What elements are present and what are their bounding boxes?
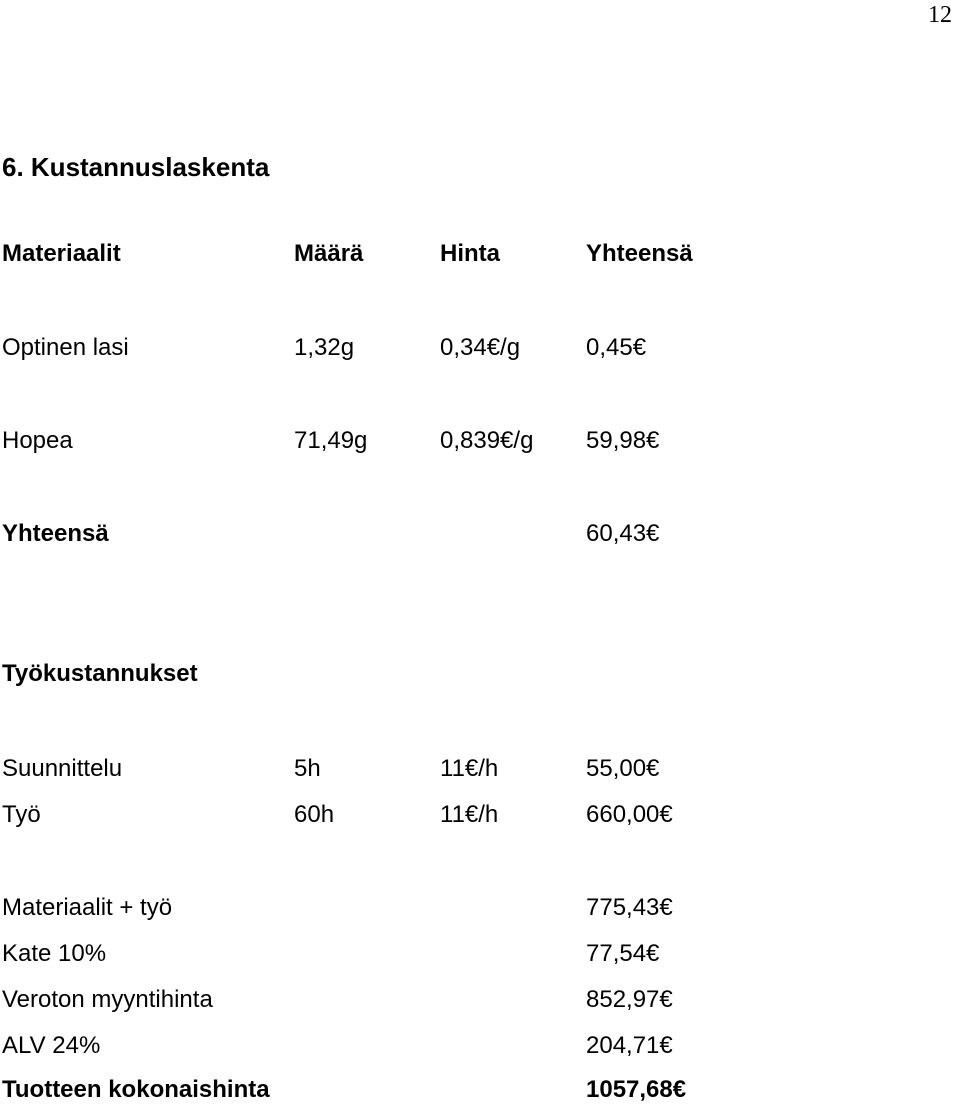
labor-title: Työkustannukset [2, 660, 198, 687]
summary-value: 775,43€ [586, 894, 673, 921]
summary-total-value: 1057,68€ [586, 1076, 687, 1103]
table-row [2, 801, 952, 833]
header-yhteensa: Yhteensä [586, 240, 693, 267]
summary-value: 204,71€ [586, 1032, 673, 1059]
summary-label: Materiaalit + työ [2, 894, 173, 921]
material-name: Optinen lasi [2, 334, 129, 361]
material-quantity: 1,32g [294, 334, 355, 361]
labor-name: Työ [2, 801, 41, 828]
header-hinta: Hinta [440, 240, 500, 267]
summary-value: 77,54€ [586, 940, 660, 967]
header-maara: Määrä [294, 240, 364, 267]
materials-total-row [2, 520, 952, 552]
labor-rate: 11€/h [440, 801, 499, 828]
labor-total: 55,00€ [586, 755, 660, 782]
material-total: 0,45€ [586, 334, 647, 361]
table-row [2, 334, 952, 366]
table-row [2, 755, 952, 787]
summary-label: Veroton myyntihinta [2, 986, 213, 1013]
material-name: Hopea [2, 427, 73, 454]
header-materiaalit: Materiaalit [2, 240, 121, 267]
labor-total: 660,00€ [586, 801, 673, 828]
material-price: 0,34€/g [440, 334, 521, 361]
material-price: 0,839€/g [440, 427, 534, 454]
materials-header-row [2, 240, 952, 272]
summary-value: 852,97€ [586, 986, 673, 1013]
material-total: 59,98€ [586, 427, 660, 454]
labor-rate: 11€/h [440, 755, 499, 782]
summary-row [2, 1032, 952, 1064]
materials-total-label: Yhteensä [2, 520, 109, 547]
labor-title-row [2, 660, 952, 692]
summary-label: Kate 10% [2, 940, 107, 967]
summary-label: ALV 24% [2, 1032, 101, 1059]
summary-total-label: Tuotteen kokonaishinta [2, 1076, 270, 1103]
labor-name: Suunnittelu [2, 755, 123, 782]
summary-total-row [2, 1076, 952, 1108]
labor-hours: 60h [294, 801, 335, 828]
page-number: 12 [928, 2, 952, 28]
table-row [2, 427, 952, 459]
labor-hours: 5h [294, 755, 321, 782]
summary-row [2, 986, 952, 1018]
summary-row [2, 940, 952, 972]
materials-total-value: 60,43€ [586, 520, 660, 547]
material-quantity: 71,49g [294, 427, 368, 454]
section-heading: 6. Kustannuslaskenta [2, 152, 270, 182]
summary-row [2, 894, 952, 926]
